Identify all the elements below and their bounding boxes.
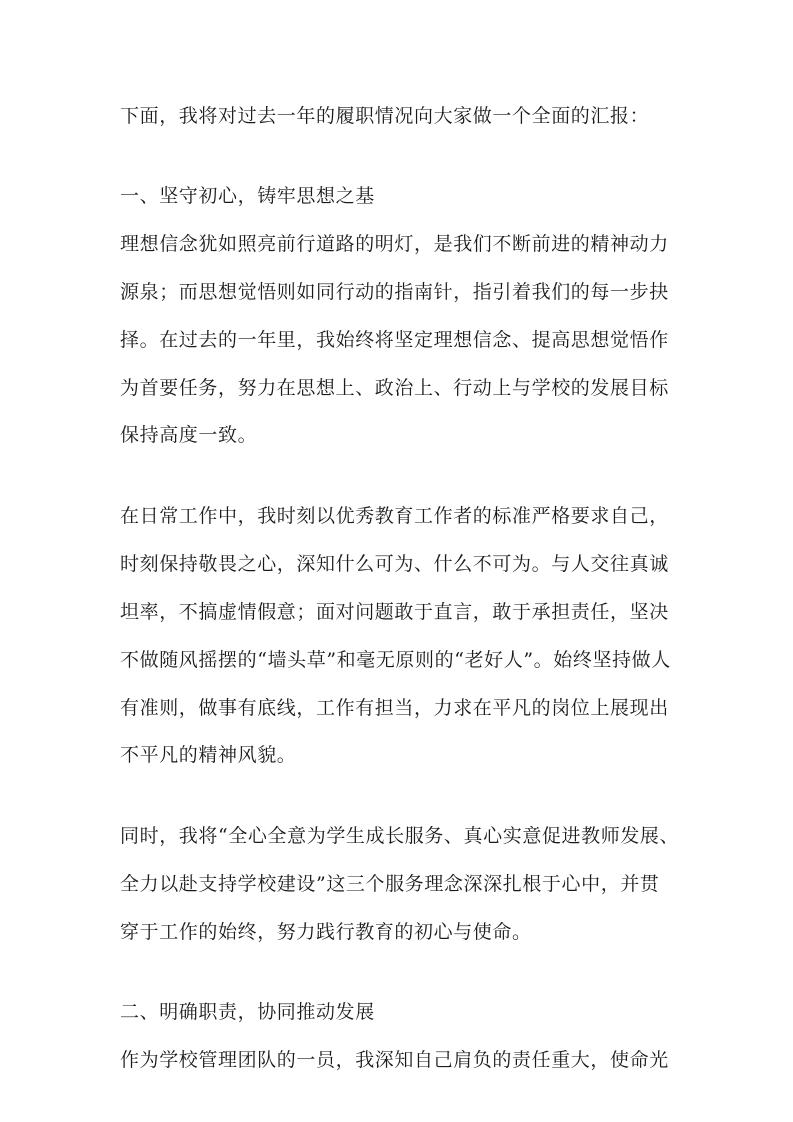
section1-para3-line: 穿于工作的始终，努力践行教育的初心与使命。 bbox=[120, 921, 532, 943]
section2-heading: 二、明确职责，协同推动发展 bbox=[120, 1001, 375, 1023]
section1-para2-line: 不做随风摇摆的“墙头草”和毫无原则的“老好人”。始终坚持做人 bbox=[120, 649, 671, 671]
section1-para1-line: 择。在过去的一年里，我始终将坚定理想信念、提高思想觉悟作 bbox=[120, 329, 669, 351]
section1-para2-line: 坦率，不搞虚情假意；面对问题敢于直言，敢于承担责任，坚决 bbox=[120, 601, 669, 623]
section1-para2-line: 有准则，做事有底线，工作有担当，力求在平凡的岗位上展现出 bbox=[120, 697, 669, 719]
section1-para2-line: 时刻保持敬畏之心，深知什么可为、什么不可为。与人交往真诚 bbox=[120, 553, 669, 575]
section1-para1-line: 理想信念犹如照亮前行道路的明灯，是我们不断前进的精神动力 bbox=[120, 233, 669, 255]
section1-para3-line: 同时，我将“全心全意为学生成长服务、真心实意促进教师发展、 bbox=[120, 825, 680, 847]
section1-para1-line: 源泉；而思想觉悟则如同行动的指南针，指引着我们的每一步抉 bbox=[120, 281, 669, 303]
section2-para1-line: 作为学校管理团队的一员，我深知自己肩负的责任重大，使命光 bbox=[120, 1049, 669, 1071]
section1-para1-line: 为首要任务，努力在思想上、政治上、行动上与学校的发展目标 bbox=[120, 377, 669, 399]
section1-para3-line: 全力以赴支持学校建设”这三个服务理念深深扎根于心中，并贯 bbox=[120, 873, 660, 895]
section1-heading: 一、坚守初心，铸牢思想之基 bbox=[120, 185, 375, 207]
section1-para2-line: 不平凡的精神风貌。 bbox=[120, 744, 297, 766]
intro-line: 下面，我将对过去一年的履职情况向大家做一个全面的汇报： bbox=[120, 105, 650, 127]
section1-para2-line: 在日常工作中，我时刻以优秀教育工作者的标准严格要求自己， bbox=[120, 505, 669, 527]
section1-para1-line: 保持高度一致。 bbox=[120, 424, 258, 446]
